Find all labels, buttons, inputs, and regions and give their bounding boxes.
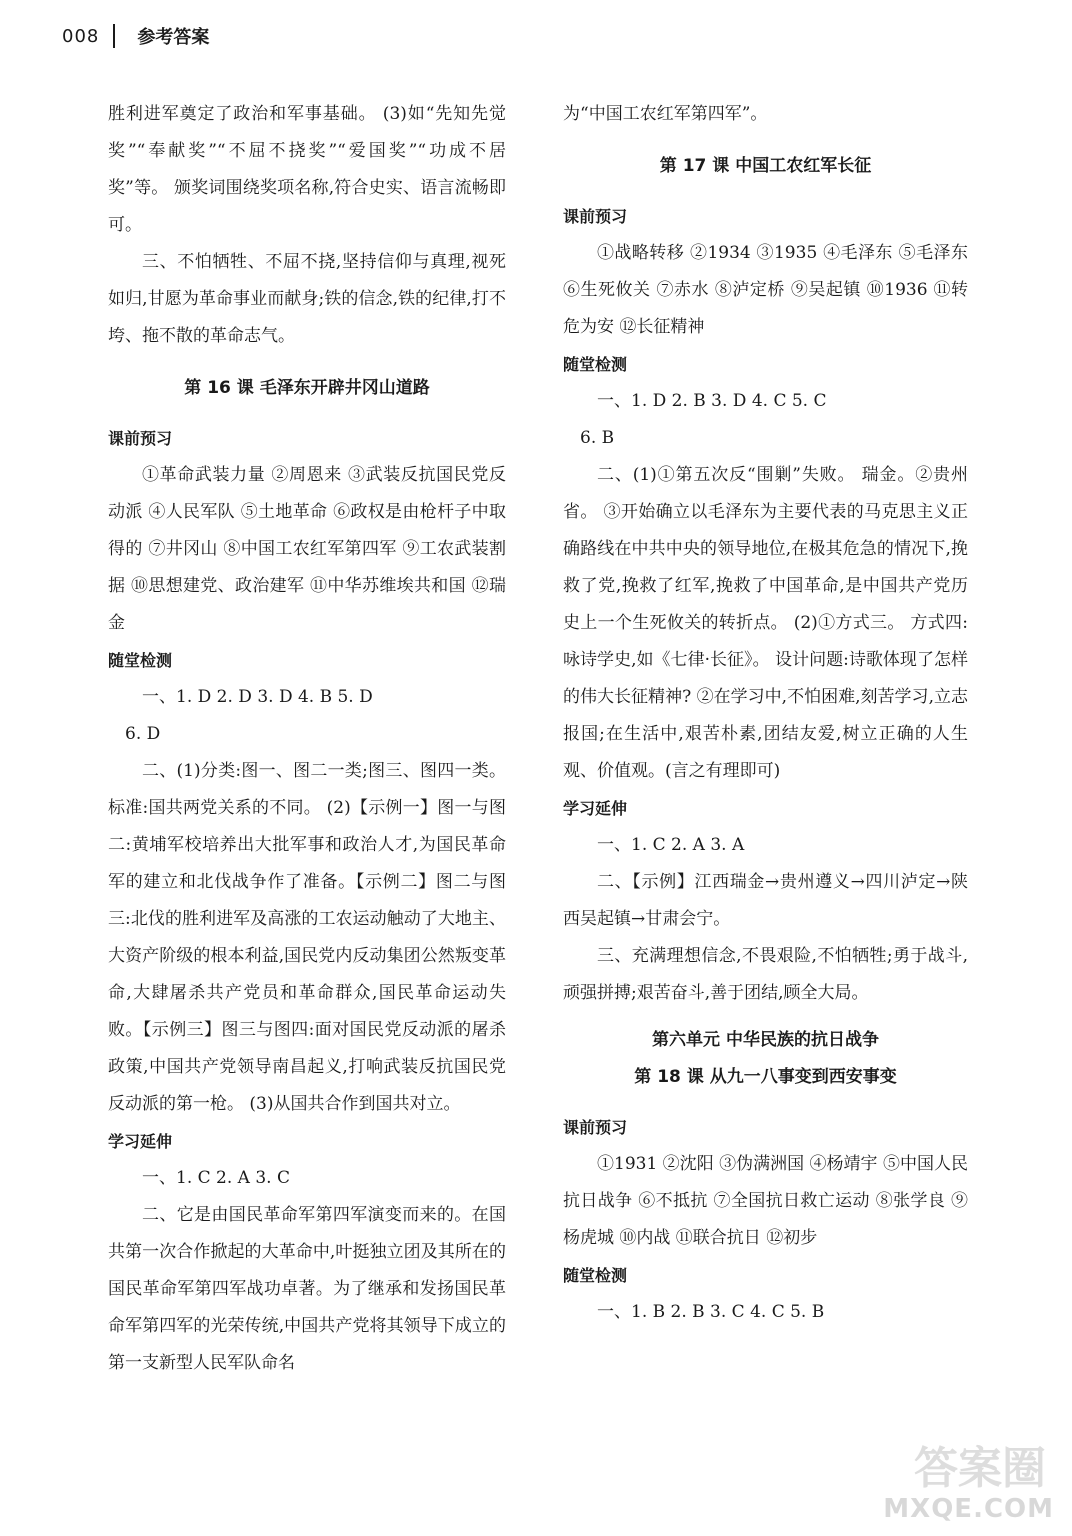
paragraph: 一、1. D 2. B 3. D 4. C 5. C: [597, 391, 827, 411]
watermark-site: MXQE.COM: [883, 1494, 1054, 1524]
lesson-heading: 第 16 课 毛泽东开辟井冈山道路: [184, 378, 430, 398]
paragraph: ①1931 ②沈阳 ③伪满洲国 ④杨靖宇 ⑤中国人民抗日战争 ⑥不抵抗 ⑦全国抗日救亡运动 ⑧张学良 ⑨杨虎城 ⑩内战 ⑪联合抗日 ⑫初步: [563, 1154, 968, 1248]
paragraph: 为“中国工农红军第四军”。: [563, 104, 768, 124]
paragraph: 二、(1)分类:图一、图二一类;图三、图四一类。标准:国共两党关系的不同。 (2)【示例一】图一与图二:黄埔军校培养出大批军事和政治人才,为国民革命军的建立和北伐战争作了准备。【示例二】图二与图三:北伐的胜利进军及高涨的工农运动触动了大地主、大资产阶级的根本利益,国民党内反动集团公然叛变革命,大肆屠杀共产党员和革命群众,国民革命运动失败。【示例三】图三与图四:面对国民党反动派的屠杀政策,中国共产党领导南昌起义,打响武装反抗国民党反动派的第一枪。 (3)从国共合作到国共对立。: [108, 761, 506, 1114]
section-label: 课前预习: [108, 429, 173, 448]
section-label: 课前预习: [563, 207, 628, 226]
watermark-logo: 答案圈: [914, 1443, 1046, 1494]
paragraph: 一、1. D 2. D 3. D 4. B 5. D: [142, 687, 373, 707]
lesson-heading: 第 17 课 中国工农红军长征: [659, 156, 872, 176]
paragraph: 二、它是由国民革命军第四军演变而来的。在国共第一次合作掀起的大革命中,叶挺独立团及其所在的国民革命军第四军战功卓著。为了继承和发扬国民革命军第四军的光荣传统,中国共产党将其领导下成立的第一支新型人民军队命名: [108, 1205, 506, 1373]
paragraph: 三、充满理想信念,不畏艰险,不怕牺牲;勇于战斗,顽强拼搏;艰苦奋斗,善于团结,顾全大局。: [563, 946, 968, 1003]
lesson-heading: 第 18 课 从九一八事变到西安事变: [634, 1067, 897, 1087]
section-label: 随堂检测: [563, 1266, 628, 1285]
header-divider: [113, 24, 115, 48]
paragraph: 一、1. C 2. A 3. C: [142, 1168, 290, 1188]
right-column: [563, 96, 968, 1331]
paragraph: 胜利进军奠定了政治和军事基础。 (3)如“先知先觉奖”“奉献奖”“不屈不挠奖”“爱国奖”“功成不居奖”等。 颁奖词围绕奖项名称,符合史实、语言流畅即可。: [108, 104, 506, 235]
answer-line: 6. D: [125, 724, 161, 744]
section-label: 课前预习: [563, 1118, 628, 1137]
answer-line: 6. B: [580, 428, 615, 448]
header-title: 参考答案: [137, 27, 210, 48]
paragraph: 一、1. C 2. A 3. A: [597, 835, 745, 855]
section-label: 随堂检测: [563, 355, 628, 374]
page-header: [62, 16, 209, 56]
watermark: [864, 1432, 1054, 1524]
page-number: 008: [62, 25, 100, 47]
paragraph: 二、【示例】江西瑞金→贵州遵义→四川泸定→陕西吴起镇→甘肃会宁。: [563, 872, 968, 929]
section-label: 学习延伸: [108, 1132, 173, 1151]
paragraph: ①革命武装力量 ②周恩来 ③武装反抗国民党反动派 ④人民军队 ⑤土地革命 ⑥政权是由枪杆子中取得的 ⑦井冈山 ⑧中国工农红军第四军 ⑨工农武装割据 ⑩思想建党、政治建军 ⑪中华苏维埃共和国 ⑫瑞金: [108, 465, 506, 633]
paragraph: 二、(1)①第五次反“围剿”失败。 瑞金。②贵州省。 ③开始确立以毛泽东为主要代表的马克思主义正确路线在中共中央的领导地位,在极其危急的情况下,挽救了党,挽救了红军,挽救了中国革命,是中国共产党历史上一个生死攸关的转折点。 (2)①方式三。 方式四:咏诗学史,如《七律·长征》。 设计问题:诗歌体现了怎样的伟大长征精神? ②在学习中,不怕困难,刻苦学习,立志报国;在生活中,艰苦朴素,团结友爱,树立正确的人生观、价值观。(言之有理即可): [563, 465, 968, 781]
section-label: 随堂检测: [108, 651, 173, 670]
unit-heading: 第六单元 中华民族的抗日战争: [652, 1030, 879, 1050]
left-column: [108, 96, 506, 1382]
paragraph: 三、不怕牺牲、不屈不挠,坚持信仰与真理,视死如归,甘愿为革命事业而献身;铁的信念,铁的纪律,打不垮、拖不散的革命志气。: [108, 252, 506, 346]
section-label: 学习延伸: [563, 799, 628, 818]
paragraph: ①战略转移 ②1934 ③1935 ④毛泽东 ⑤毛泽东 ⑥生死攸关 ⑦赤水 ⑧泸定桥 ⑨吴起镇 ⑩1936 ⑪转危为安 ⑫长征精神: [563, 243, 968, 337]
paragraph: 一、1. B 2. B 3. C 4. C 5. B: [597, 1302, 825, 1322]
